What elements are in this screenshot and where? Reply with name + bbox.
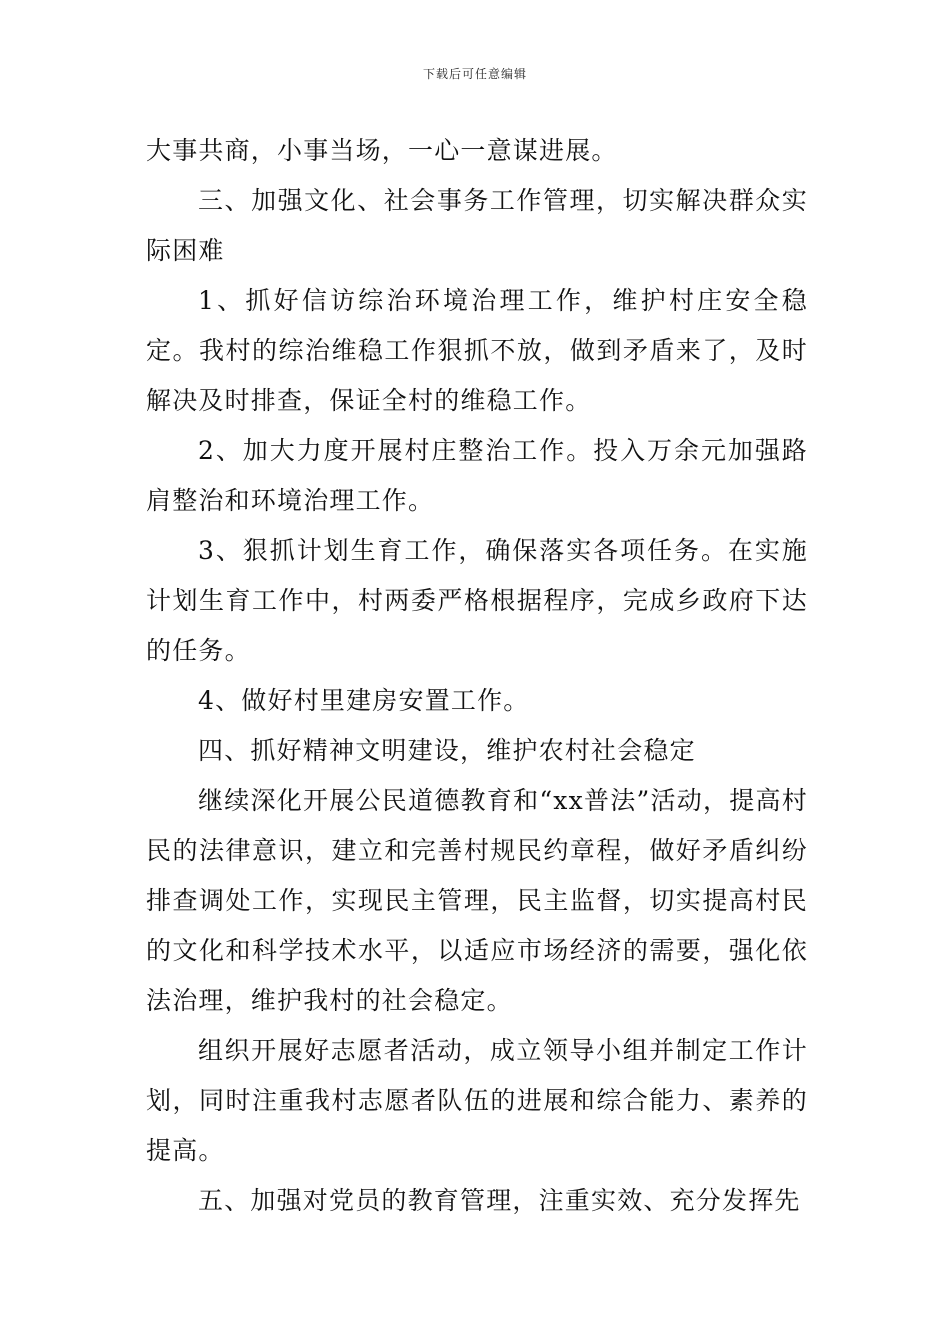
paragraph: 大事共商，小事当场，一心一意谋进展。 (146, 136, 618, 165)
header-note: 下载后可任意编辑 (422, 67, 527, 81)
paragraph: 2、加大力度开展村庄整治工作。投入万余元加强路肩整治和环境治理工作。 (146, 436, 808, 515)
paragraph: 4、做好村里建房安置工作。 (198, 686, 530, 715)
document-body (146, 126, 808, 1226)
section-heading: 三、加强文化、社会事务工作管理，切实解决群众实际困难 (146, 186, 808, 265)
paragraph: 1、抓好信访综治环境治理工作，维护村庄安全稳定。我村的综治维稳工作狠抓不放，做到矛盾来了，及时解决及时排查，保证全村的维稳工作。 (146, 286, 808, 415)
paragraph: 继续深化开展公民道德教育和“xx普法”活动，提高村民的法律意识，建立和完善村规民约章程，做好矛盾纠纷排查调处工作，实现民主管理，民主监督，切实提高村民的文化和科学技术水平，以适应市场经济的需要，强化依法治理，维护我村的社会稳定。 (146, 786, 808, 1015)
section-heading: 四、抓好精神文明建设，维护农村社会稳定 (198, 736, 696, 765)
paragraph: 3、狠抓计划生育工作，确保落实各项任务。在实施计划生育工作中，村两委严格根据程序，完成乡政府下达的任务。 (146, 536, 808, 665)
paragraph: 组织开展好志愿者活动，成立领导小组并制定工作计划，同时注重我村志愿者队伍的进展和综合能力、素养的提高。 (146, 1036, 808, 1165)
section-heading: 五、加强对党员的教育管理，注重实效、充分发挥先 (198, 1186, 801, 1215)
